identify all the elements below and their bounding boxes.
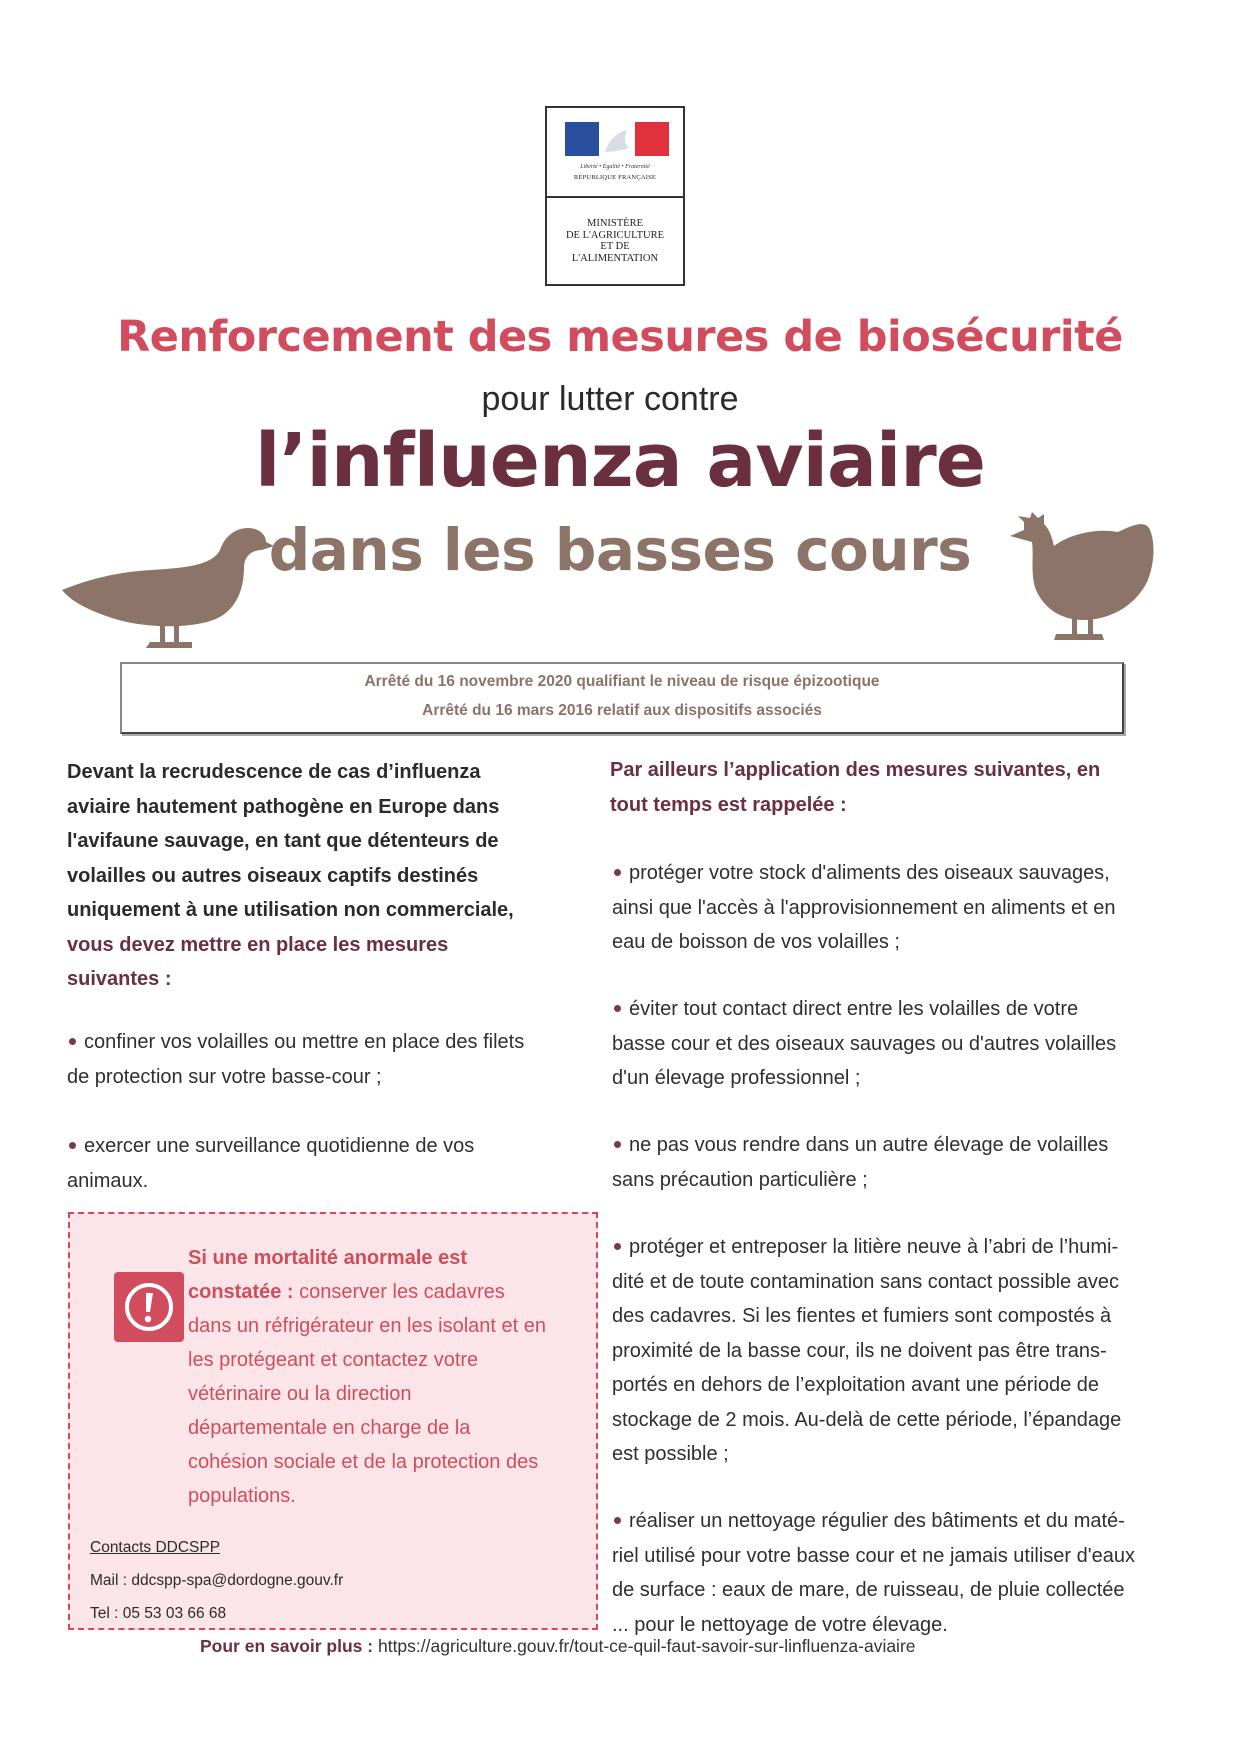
right-intro-paragraph [610, 753, 1170, 823]
right-bullet-elevage [612, 1128, 1182, 1197]
alert-bold: Si une mortalité anormale est [188, 1247, 467, 1269]
bullet-icon [614, 1243, 621, 1250]
footer-url-link[interactable]: https://agriculture.gouv.fr/tout-ce-quil-faut-savoir-sur-linfluenza-aviaire [373, 1636, 916, 1656]
contacts-block [90, 1531, 343, 1630]
bullet-text: d'un élevage professionnel ; [612, 1067, 861, 1089]
bullet-text: ... pour le nettoyage de votre élevage. [612, 1613, 948, 1636]
hen-silhouette-icon [1010, 512, 1160, 650]
bullet-text: stockage de 2 mois. Au-delà de cette période, l’épandage [612, 1408, 1122, 1431]
bullet-text: portés en dehors de l’exploitation avant une période de [612, 1374, 1100, 1396]
intro-line: Par ailleurs l’application des mesures suivantes, en [610, 759, 1101, 781]
ministry-line: L'ALIMENTATION [571, 252, 659, 264]
left-bullet-confine [67, 1025, 577, 1094]
ministry-logo [545, 106, 685, 286]
bullet-text: ainsi que l'accès à l'approvisionnement en aliments et en [612, 896, 1116, 919]
bullet-text: basse cour et des oiseaux sauvages ou d'autres volailles [612, 1032, 1117, 1055]
mortality-alert-box [68, 1212, 598, 1630]
alert-text-line: populations. [188, 1485, 296, 1507]
bullet-text: réaliser un nettoyage régulier des bâtiments et du maté- [629, 1510, 1125, 1532]
left-intro-paragraph [67, 755, 567, 997]
intro-line: l'avifaune sauvage, en tant que détenteurs de [67, 830, 499, 852]
logo-ministry-name [551, 218, 679, 264]
bullet-text: dité et de toute contamination sans contact possible avec [612, 1270, 1119, 1293]
bullet-text: de surface : eaux de mare, de ruisseau, de pluie collectée [612, 1579, 1125, 1601]
bullet-icon [614, 1517, 621, 1524]
warning-icon [114, 1272, 184, 1342]
arrete-line-2: Arrêté du 16 mars 2016 relatif aux dispositifs associés [422, 702, 822, 719]
footer-label: Pour en savoir plus : [200, 1636, 374, 1656]
alert-text-line: les protégeant et contactez votre [188, 1349, 479, 1371]
contacts-title: Contacts DDCSPP [90, 1539, 221, 1556]
logo-republique: RÉPUBLIQUE FRANÇAISE [573, 174, 657, 181]
bullet-text: des cadavres. Si les fientes et fumiers sont compostés à [612, 1305, 1112, 1327]
left-bullet-surveillance [67, 1129, 577, 1198]
logo-divider [547, 196, 683, 198]
bullet-text: sans précaution particulière ; [612, 1168, 868, 1191]
bullet-text: de protection sur votre basse-cour ; [67, 1065, 382, 1088]
bullet-icon [69, 1038, 76, 1045]
arrete-line-1: Arrêté du 16 novembre 2020 qualifiant le niveau de risque épizootique [364, 673, 880, 690]
logo-motto: Liberté • Égalité • Fraternité [580, 164, 650, 170]
bullet-text: proximité de la basse cour, ils ne doivent pas être trans- [612, 1339, 1107, 1362]
alert-text [188, 1241, 593, 1513]
bullet-icon [614, 869, 621, 876]
right-bullet-contact [612, 992, 1182, 1096]
duck-silhouette-icon [62, 520, 274, 652]
bullet-text: eau de boisson de vos volailles ; [612, 931, 900, 953]
bullet-text: éviter tout contact direct entre les volailles de votre [629, 998, 1079, 1020]
intro-line: suivantes : [67, 968, 172, 990]
ministry-line: DE L'AGRICULTURE [565, 229, 665, 241]
intro-line: aviaire hautement pathogène en Europe dans [67, 795, 500, 818]
bullet-text: exercer une surveillance quotidienne de vos [84, 1135, 475, 1157]
ministry-line: MINISTÈRE [587, 218, 643, 229]
right-bullet-nettoyage [612, 1504, 1182, 1642]
intro-line: volailles ou autres oiseaux captifs destinés [67, 864, 479, 887]
alert-text-line: cohésion sociale et de la protection des [188, 1451, 539, 1473]
bullet-icon [69, 1142, 76, 1149]
contact-phone: Tel : 05 53 03 66 68 [90, 1605, 227, 1622]
footer-more-info [200, 1636, 1100, 1657]
right-bullet-litiere [612, 1230, 1182, 1472]
alert-text-line: vétérinaire ou la direction [188, 1383, 412, 1405]
intro-line: uniquement à une utilisation non commerciale, [67, 899, 514, 921]
intro-line: Devant la recrudescence de cas d’influenza [67, 761, 481, 783]
alert-text-line: départementale en charge de la [188, 1417, 471, 1439]
ministry-line: ET DE [600, 241, 630, 252]
main-heading: l’influenza aviaire [255, 418, 985, 504]
marianne-flag-icon [565, 122, 669, 156]
bullet-text: animaux. [67, 1169, 149, 1192]
bullet-icon [614, 1005, 621, 1012]
bullet-text: confiner vos volailles ou mettre en place des filets [84, 1031, 525, 1053]
alert-text-line: dans un réfrigérateur en les isolant et en [188, 1315, 546, 1337]
right-bullet-stock [612, 856, 1182, 960]
sub-heading: dans les basses cours [268, 516, 972, 584]
page-subtitle: pour lutter contre [481, 380, 739, 418]
intro-line: tout temps est rappelée : [610, 794, 847, 816]
intro-line: vous devez mettre en place les mesures [67, 933, 449, 956]
contact-email-link[interactable]: Mail : ddcspp-spa@dordogne.gouv.fr [90, 1572, 344, 1589]
alert-bold: constatée : [188, 1281, 294, 1303]
bullet-text: protéger et entreposer la litière neuve à l’abri de l’humi- [629, 1236, 1119, 1258]
page-title: Renforcement des mesures de biosécurité [117, 312, 1123, 362]
bullet-text: est possible ; [612, 1443, 729, 1465]
alert-text-line: conserver les cadavres [293, 1281, 505, 1303]
bullet-text: protéger votre stock d'aliments des oiseaux sauvages, [629, 862, 1110, 884]
bullet-text: ne pas vous rendre dans un autre élevage de volailles [629, 1134, 1109, 1156]
bullet-icon [614, 1141, 621, 1148]
arrete-references-box [120, 662, 1124, 734]
bullet-text: riel utilisé pour votre basse cour et ne jamais utiliser d'eaux [612, 1544, 1135, 1567]
